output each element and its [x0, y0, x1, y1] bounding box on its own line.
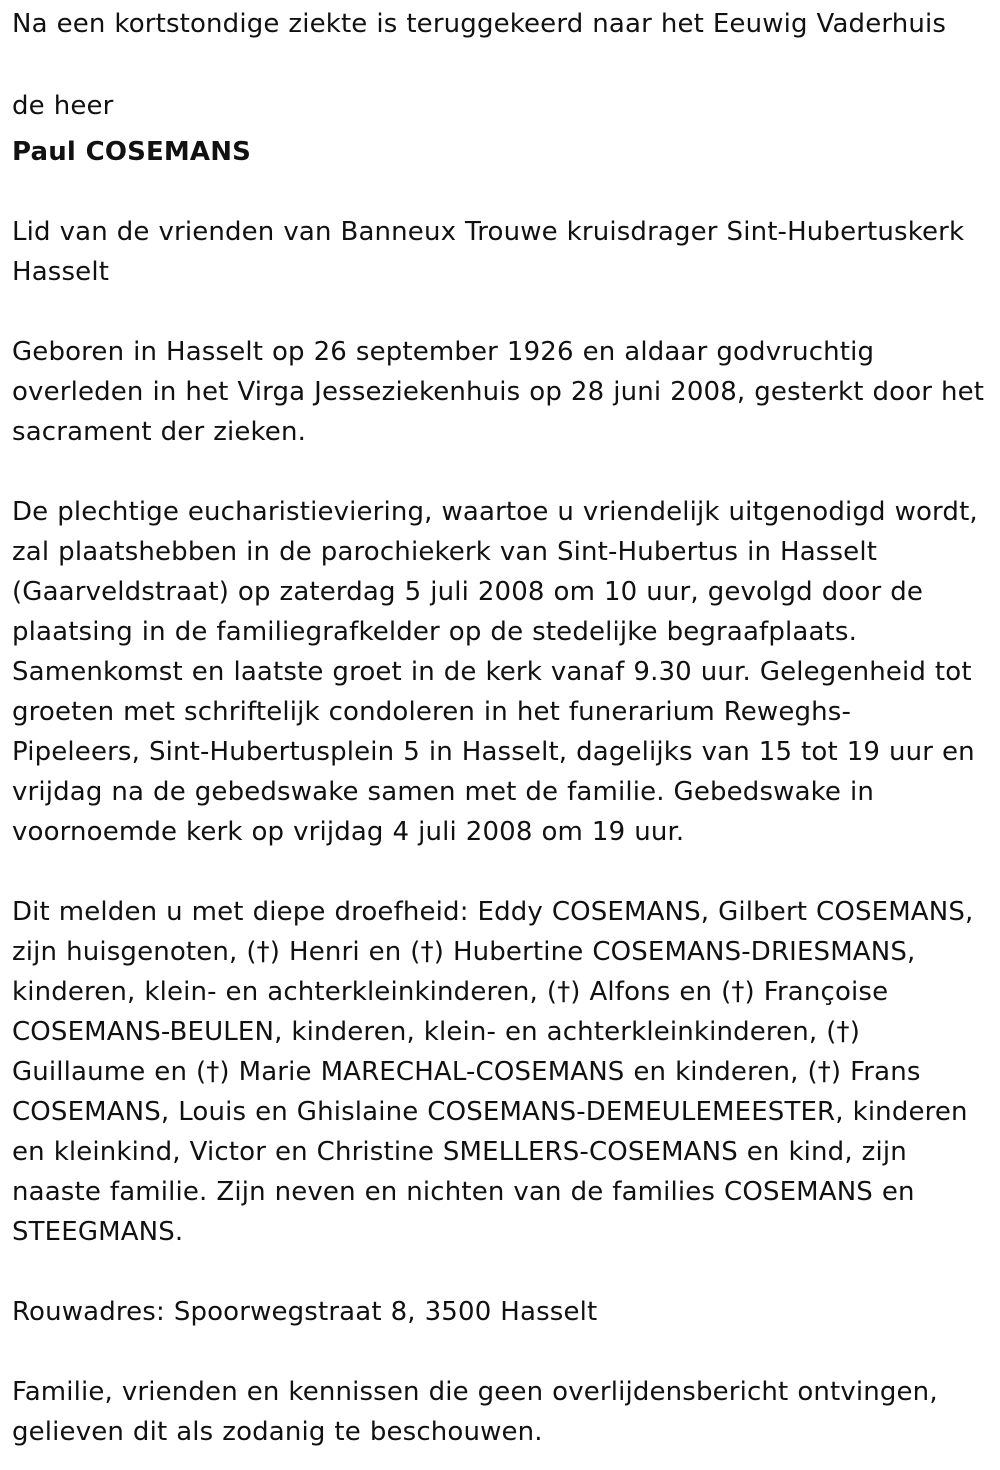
- opening-line: [12, 4, 988, 44]
- ceremony-line: De plechtige eucharistieviering, waartoe u vriendelijk uitgenodigd wordt,: [12, 497, 978, 527]
- family-line: Dit melden u met diepe droefheid: Eddy COSEMANS, Gilbert COSEMANS,: [12, 897, 974, 927]
- ceremony-line: Pipeleers, Sint-Hubertusplein 5 in Hasselt, dagelijks van 15 tot 19 uur en: [12, 737, 975, 767]
- ceremony-line: plaatsing in de familiegrafkelder op de stedelijke begraafplaats.: [12, 617, 857, 647]
- membership-paragraph: [12, 212, 988, 292]
- ceremony-line: groeten met schriftelijk condoleren in het funerarium Reweghs-: [12, 697, 851, 727]
- birth-death-line: Geboren in Hasselt op 26 september 1926 en aldaar godvruchtig: [12, 337, 875, 367]
- birth-death-paragraph: [12, 332, 988, 452]
- title-prefix-text: de heer: [12, 91, 114, 121]
- ceremony-paragraph: [12, 492, 988, 852]
- membership-line: Hasselt: [12, 257, 110, 287]
- birth-death-line: sacrament der zieken.: [12, 417, 306, 447]
- birth-death-line: overleden in het Virga Jesseziekenhuis op 28 juni 2008, gesterkt door het: [12, 377, 985, 407]
- mourning-address: [12, 1292, 988, 1332]
- deceased-name-text: Paul COSEMANS: [12, 137, 251, 167]
- family-paragraph: [12, 892, 988, 1252]
- ceremony-line: zal plaatshebben in de parochiekerk van Sint-Hubertus in Hasselt: [12, 537, 878, 567]
- opening-text: Na een kortstondige ziekte is teruggekeerd naar het Eeuwig Vaderhuis: [12, 9, 947, 39]
- family-line: kinderen, klein- en achterkleinkinderen, (†) Alfons en (†) Françoise: [12, 977, 889, 1007]
- ceremony-line: vrijdag na de gebedswake samen met de familie. Gebedswake in: [12, 777, 874, 807]
- ceremony-line: (Gaarveldstraat) op zaterdag 5 juli 2008 om 10 uur, gevolgd door de: [12, 577, 924, 607]
- family-line: zijn huisgenoten, (†) Henri en (†) Hubertine COSEMANS-DRIESMANS,: [12, 937, 916, 967]
- closing-line: gelieven dit als zodanig te beschouwen.: [12, 1417, 543, 1447]
- closing-paragraph: [12, 1372, 988, 1452]
- family-line: COSEMANS-BEULEN, kinderen, klein- en achterkleinkinderen, (†): [12, 1017, 860, 1047]
- family-line: STEEGMANS.: [12, 1217, 184, 1247]
- family-line: naaste familie. Zijn neven en nichten van de families COSEMANS en: [12, 1177, 915, 1207]
- mourning-address-text: Rouwadres: Spoorwegstraat 8, 3500 Hasselt: [12, 1297, 598, 1327]
- ceremony-line: Samenkomst en laatste groet in de kerk vanaf 9.30 uur. Gelegenheid tot: [12, 657, 972, 687]
- deceased-name: [12, 132, 988, 172]
- membership-line: Lid van de vrienden van Banneux Trouwe kruisdrager Sint-Hubertuskerk: [12, 217, 965, 247]
- family-line: COSEMANS, Louis en Ghislaine COSEMANS-DEMEULEMEESTER, kinderen: [12, 1097, 968, 1127]
- ceremony-line: voornoemde kerk op vrijdag 4 juli 2008 om 19 uur.: [12, 817, 685, 847]
- closing-line: Familie, vrienden en kennissen die geen overlijdensbericht ontvingen,: [12, 1377, 938, 1407]
- title-prefix: [12, 86, 988, 126]
- family-line: en kleinkind, Victor en Christine SMELLERS-COSEMANS en kind, zijn: [12, 1137, 907, 1167]
- family-line: Guillaume en (†) Marie MARECHAL-COSEMANS en kinderen, (†) Frans: [12, 1057, 921, 1087]
